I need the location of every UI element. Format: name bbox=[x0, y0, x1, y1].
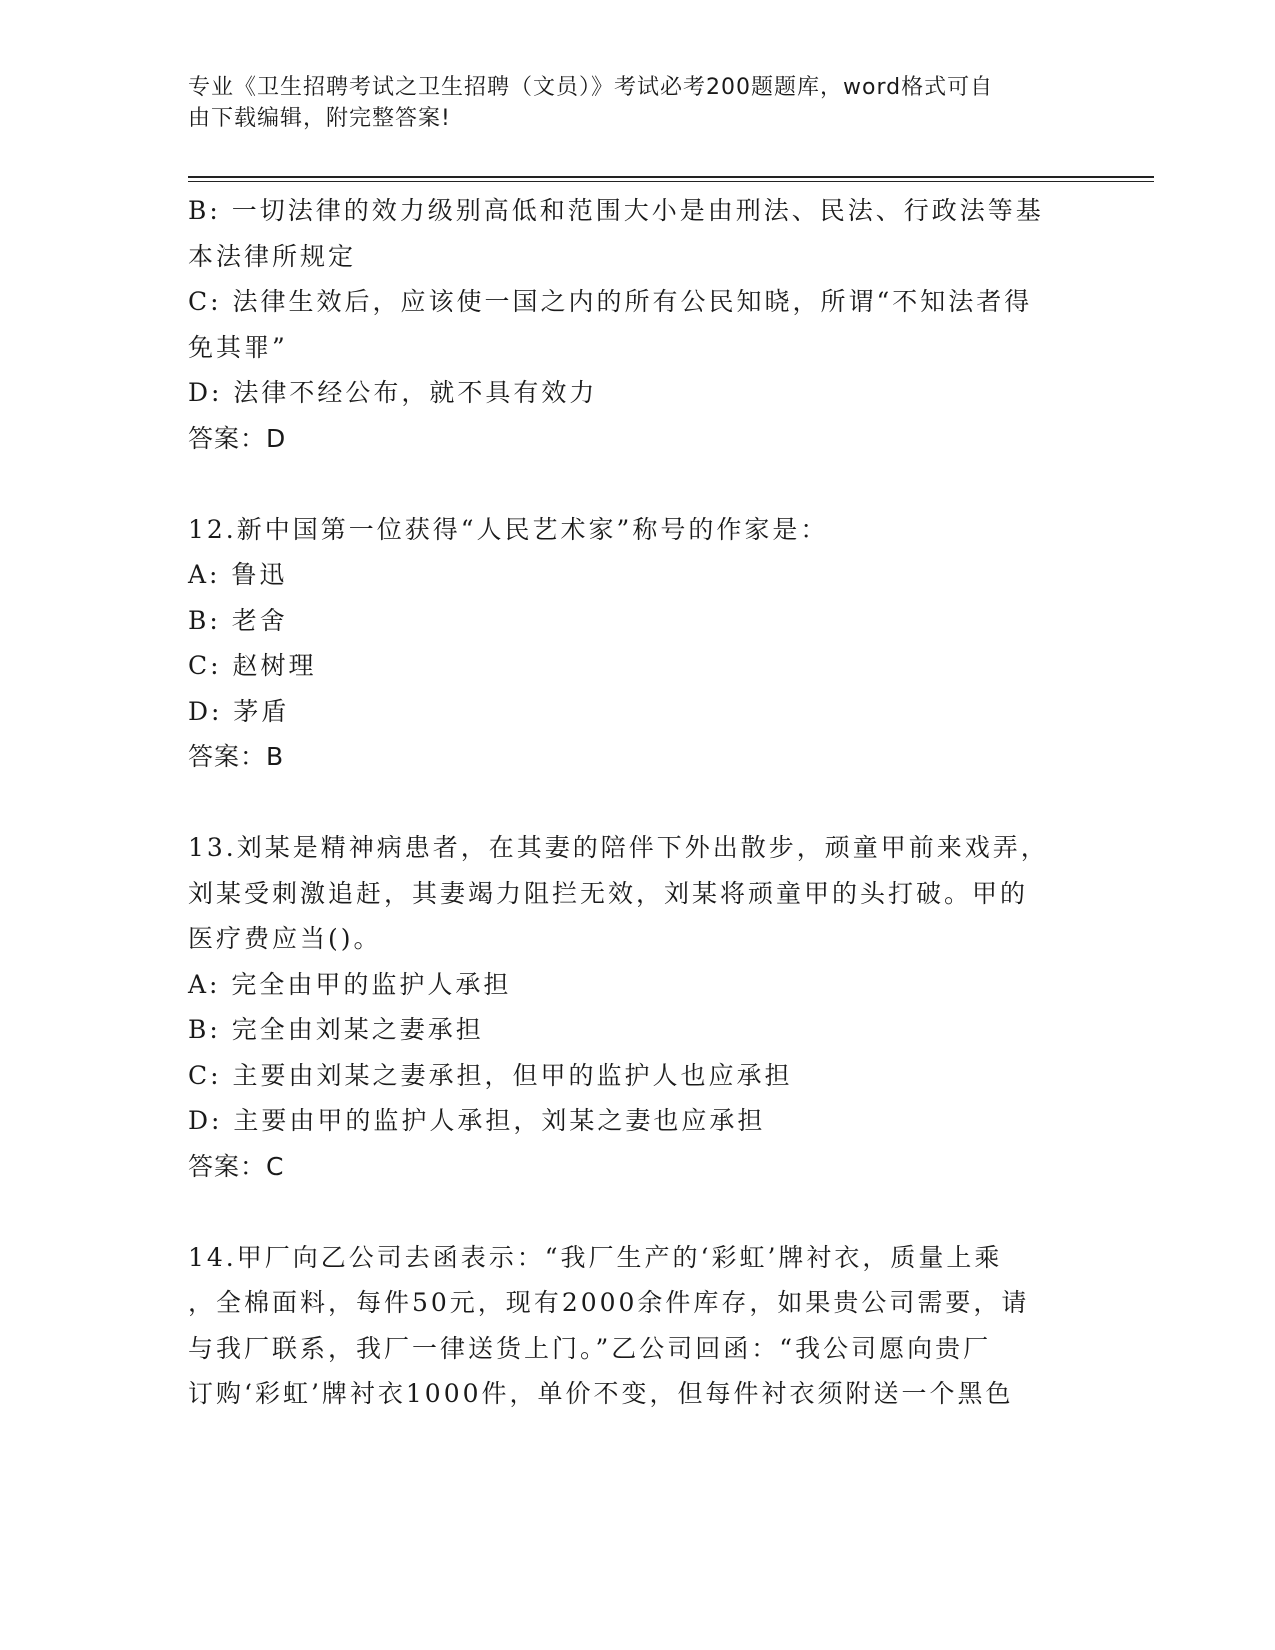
document-header bbox=[188, 72, 1068, 134]
question-content bbox=[188, 188, 1068, 1417]
q12-option-c: C: 赵树理 bbox=[188, 651, 317, 680]
header-title-line-1: 专业《卫生招聘考试之卫生招聘（文员）》考试必考200题题库，word格式可自 bbox=[188, 75, 994, 100]
q13-answer: 答案：C bbox=[188, 1151, 285, 1181]
q14-question-line-1: 14.甲厂向乙公司去函表示：“我厂生产的‘彩虹’牌衬衣，质量上乘 bbox=[188, 1242, 1003, 1272]
q11-option-b-line-2: 本法律所规定 bbox=[188, 241, 357, 271]
q12-question: 12.新中国第一位获得“人民艺术家”称号的作家是： bbox=[188, 514, 829, 544]
q12-option-b: B: 老舍 bbox=[188, 605, 288, 635]
q14-question-line-4: 订购‘彩虹’牌衬衣1000件，单价不变，但每件衬衣须附送一个黑色 bbox=[188, 1379, 1014, 1408]
q13-option-a: A: 完全由甲的监护人承担 bbox=[188, 969, 512, 999]
q11-option-c-line-2: 免其罪” bbox=[188, 332, 288, 362]
header-divider-thick bbox=[188, 176, 1154, 178]
q13-option-b: B: 完全由刘某之妻承担 bbox=[188, 1015, 484, 1044]
question-13-block bbox=[188, 825, 1068, 1189]
q14-question-line-2: ，全棉面料，每件50元，现有2000余件库存，如果贵公司需要，请 bbox=[188, 1288, 1030, 1317]
spacer bbox=[188, 1189, 1068, 1235]
q11-option-d: D: 法律不经公布，就不具有效力 bbox=[188, 378, 598, 407]
q13-question-line-3: 医疗费应当()。 bbox=[188, 924, 382, 953]
q13-question-line-1: 13.刘某是精神病患者，在其妻的陪伴下外出散步，顽童甲前来戏弄， bbox=[188, 833, 1049, 862]
question-12-block bbox=[188, 507, 1068, 780]
q11-answer: 答案：D bbox=[188, 423, 287, 453]
q13-option-c: C: 主要由刘某之妻承担，但甲的监护人也应承担 bbox=[188, 1060, 793, 1090]
q11-option-c-line-1: C: 法律生效后，应该使一国之内的所有公民知晓，所谓“不知法者得 bbox=[188, 287, 1033, 316]
q12-answer: 答案：B bbox=[188, 742, 285, 771]
question-11-block bbox=[188, 188, 1068, 461]
question-14-block bbox=[188, 1235, 1068, 1417]
header-divider-thin bbox=[188, 181, 1154, 182]
q11-option-b-line-1: B: 一切法律的效力级别高低和范围大小是由刑法、民法、行政法等基 bbox=[188, 196, 1044, 225]
q12-option-a: A: 鲁迅 bbox=[188, 560, 288, 589]
header-title-line-2: 由下载编辑，附完整答案! bbox=[188, 106, 451, 131]
spacer bbox=[188, 780, 1068, 826]
q13-question-line-2: 刘某受刺激追赶，其妻竭力阻拦无效，刘某将顽童甲的头打破。甲的 bbox=[188, 878, 1029, 908]
q14-question-line-3: 与我厂联系，我厂一律送货上门。”乙公司回函：“我公司愿向贵厂 bbox=[188, 1333, 992, 1363]
spacer bbox=[188, 461, 1068, 507]
q13-option-d: D: 主要由甲的监护人承担，刘某之妻也应承担 bbox=[188, 1106, 766, 1135]
q12-option-d: D: 茅盾 bbox=[188, 696, 290, 726]
